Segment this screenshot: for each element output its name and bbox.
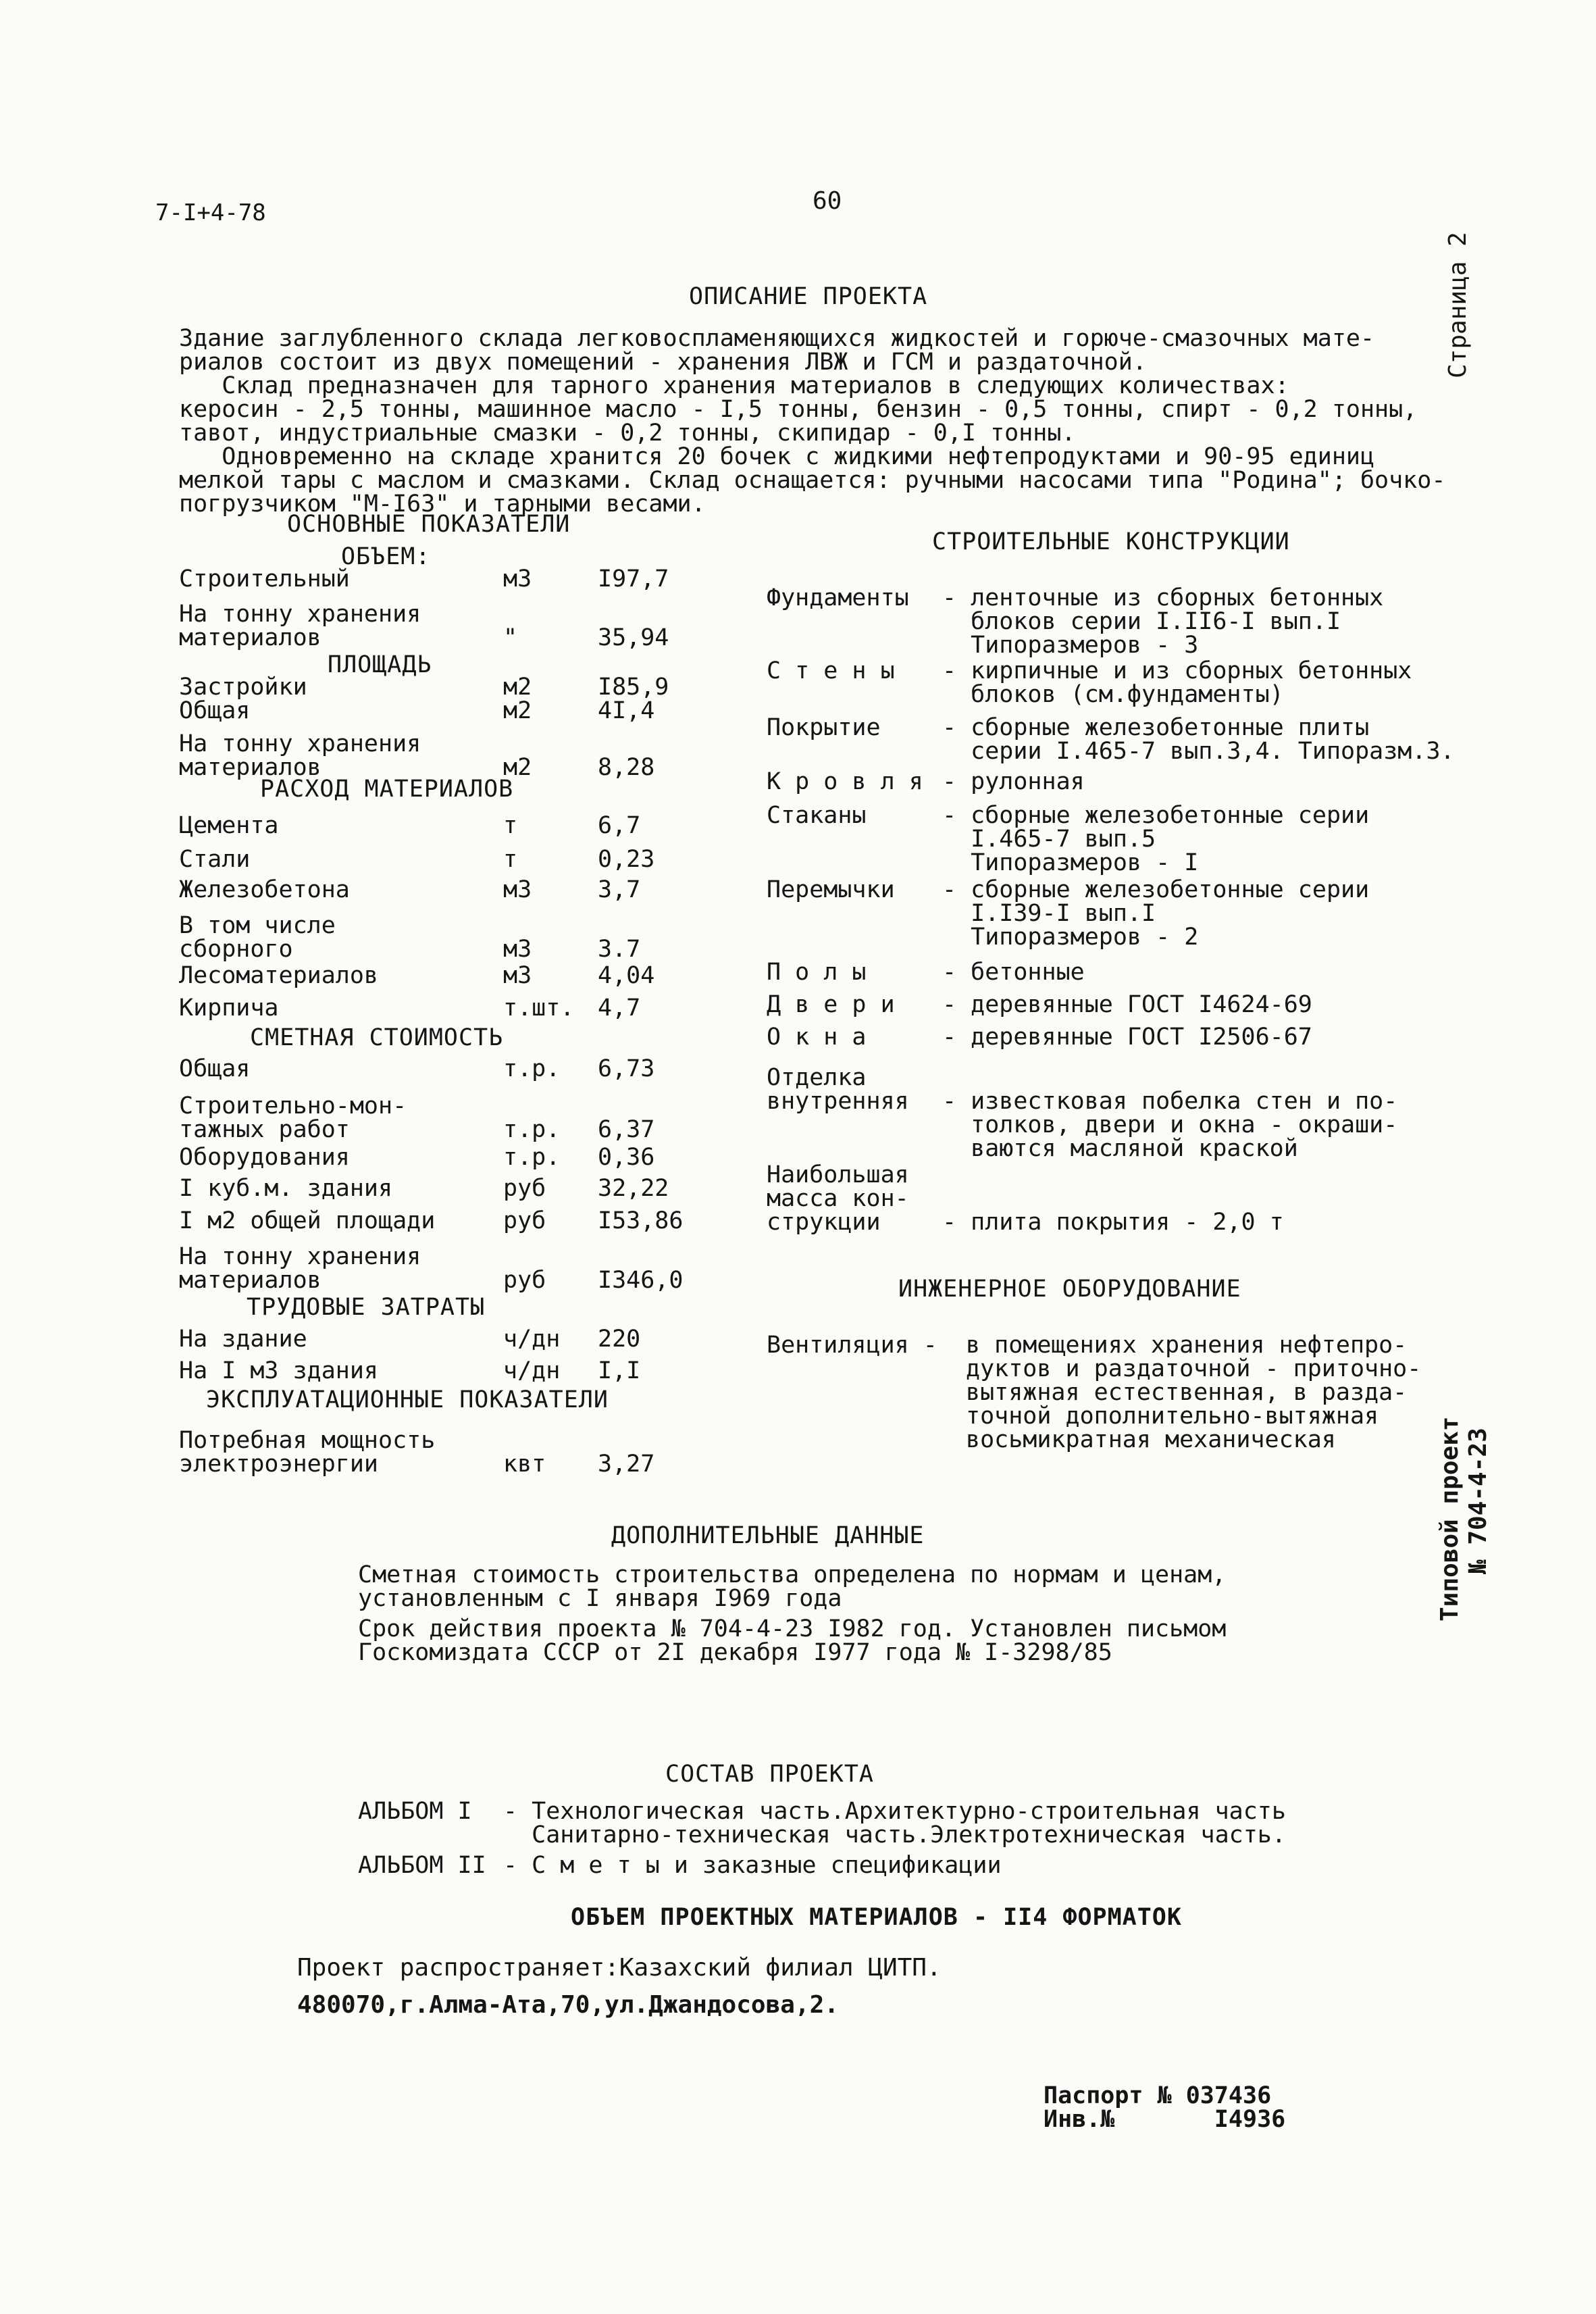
engineering-text: в помещениях хранения нефтепро- дуктов и раздаточной - приточно- вытяжная естественная, в разда- точной дополнительно-вытяжная восьмикратная механическая [966, 1332, 1422, 1453]
indicator-label: Общая [179, 1055, 251, 1082]
construction-label: П о л ы [767, 959, 867, 986]
construction-label: Фундаменты [767, 584, 909, 611]
construction-description: - известковая побелка стен и по- толков, двери и окна - окраши- ваются масляной краской [942, 1088, 1398, 1162]
construction-label: С т е н ы [767, 657, 895, 684]
indicator-label: I куб.м. здания [179, 1175, 393, 1202]
indicator-value: 6,7 [598, 812, 641, 839]
construction-label: О к н а [767, 1024, 867, 1051]
indicator-value: I97,7 [598, 565, 669, 593]
indicator-label: Лесоматериалов [179, 962, 379, 989]
description-title: ОПИСАНИЕ ПРОЕКТА [689, 283, 928, 310]
intro-line: погрузчиком "М-I63" и тарными весами. [179, 491, 706, 518]
distributor-line: Проект распространяет:Казахский филиал ЦИТП. [297, 1954, 942, 1982]
project-number-label: № 704-4-23 [1464, 1428, 1492, 1574]
indicator-value: I85,9 [598, 674, 669, 701]
engineering-label: Вентиляция - [767, 1332, 937, 1359]
operation-heading: ЭКСПЛУАТАЦИОННЫЕ ПОКАЗАТЕЛИ [206, 1386, 609, 1413]
indicator-unit: т [503, 846, 518, 873]
volume-heading: ОБЪЕМ: [341, 543, 431, 570]
additional-paragraph-1: Сметная стоимость строительства определена по нормам и ценам, установленным с I января I969 года [358, 1561, 1227, 1612]
additional-paragraph-2: Срок действия проекта № 704-4-23 I982 год. Установлен письмом Госкомиздата СССР от 2I декабря I977 года № I-3298/85 [358, 1615, 1227, 1666]
indicator-unit: " [503, 624, 518, 651]
indicators-title: ОСНОВНЫЕ ПОКАЗАТЕЛИ [287, 511, 571, 538]
indicator-label: Стали [179, 846, 251, 873]
indicator-unit: руб [503, 1207, 546, 1234]
page-number: 60 [813, 187, 842, 215]
construction-description: - деревянные ГОСТ I2506-67 [942, 1024, 1312, 1051]
indicator-value: 6,73 [598, 1055, 655, 1082]
additional-title: ДОПОЛНИТЕЛЬНЫЕ ДАННЫЕ [611, 1522, 925, 1549]
inventory-number: Инв.№ I4936 [1044, 2106, 1286, 2133]
indicator-unit: м3 [503, 962, 532, 989]
composition-title: СОСТАВ ПРОЕКТА [665, 1761, 875, 1788]
indicator-value: 3,27 [598, 1451, 655, 1478]
indicator-unit: т.р. [503, 1116, 561, 1143]
indicator-label: Застройки [179, 674, 307, 701]
construction-label: Отделка внутренняя [767, 1064, 909, 1115]
indicator-label: На тонну хранения материалов [179, 730, 421, 781]
indicator-value: 0,23 [598, 846, 655, 873]
indicator-value: 35,94 [598, 624, 669, 651]
project-label: Типовой проект [1436, 1416, 1464, 1621]
indicator-label: Общая [179, 697, 251, 724]
indicator-label: Оборудования [179, 1144, 350, 1171]
indicator-value: 4,7 [598, 995, 641, 1022]
indicator-label: Цемента [179, 812, 279, 839]
indicator-value: 32,22 [598, 1175, 669, 1202]
indicator-value: I346,0 [598, 1267, 684, 1294]
intro-line: тавот, индустриальные смазки - 0,2 тонны, скипидар - 0,I тонны. [179, 420, 1076, 447]
page-label: Страница 2 [1444, 232, 1472, 378]
area-heading: ПЛОЩАДЬ [328, 651, 432, 678]
indicator-value: 4I,4 [598, 697, 655, 724]
indicator-label: Строительный [179, 565, 350, 593]
indicator-unit: м3 [503, 565, 532, 593]
album-1-text: - Технологическая часть.Архитектурно-строительная часть Санитарно-техническая часть.Электротехническая часть. [503, 1798, 1286, 1848]
album-2-label: АЛЬБОМ II [358, 1852, 486, 1879]
intro-line: мелкой тары с маслом и смазками. Склад оснащается: ручными насосами типа "Родина"; бочко- [179, 467, 1446, 494]
indicator-unit: м2 [503, 697, 532, 724]
indicator-label: На I м3 здания [179, 1357, 379, 1384]
indicator-unit: т.р. [503, 1144, 561, 1171]
intro-line: керосин - 2,5 тонны, машинное масло - I,5 тонны, бензин - 0,5 тонны, спирт - 0,2 тонны, [179, 396, 1418, 423]
indicator-label: В том числе сборного [179, 912, 336, 963]
indicator-unit: т.шт. [503, 995, 575, 1022]
construction-description: - сборные железобетонные серии I.465-7 вып.5 Типоразмеров - I [942, 802, 1370, 876]
passport-number: Паспорт № 037436 [1044, 2082, 1272, 2109]
indicator-unit: м2 [503, 674, 532, 701]
construction-description: - деревянные ГОСТ I4624-69 [942, 991, 1312, 1018]
indicator-label: Кирпича [179, 995, 279, 1022]
indicator-unit: руб [503, 1175, 546, 1202]
indicator-label: На тонну хранения материалов [179, 1243, 421, 1294]
intro-line: Склад предназначен для тарного хранения материалов в следующих количествах: [179, 372, 1289, 399]
construction-description: - ленточные из сборных бетонных блоков серии I.II6-I вып.I Типоразмеров - 3 [942, 584, 1384, 659]
indicator-label: Потребная мощность электроэнергии [179, 1427, 436, 1478]
construction-label: Д в е р и [767, 991, 895, 1018]
indicator-value: 6,37 [598, 1116, 655, 1143]
intro-line: Одновременно на складе хранится 20 бочек с жидкими нефтепродуктами и 90-95 единиц [179, 443, 1375, 470]
construction-description: - сборные железобетонные серии I.I39-I вып.I Типоразмеров - 2 [942, 876, 1370, 951]
labor-heading: ТРУДОВЫЕ ЗАТРАТЫ [247, 1294, 486, 1321]
construction-description: - кирпичные и из сборных бетонных блоков (см.фундаменты) [942, 657, 1412, 708]
indicator-value: 3.7 [598, 936, 641, 963]
construction-description: - сборные железобетонные плиты серии I.465-7 вып.3,4. Типоразм.3. [942, 714, 1455, 765]
album-1-label: АЛЬБОМ I [358, 1798, 472, 1825]
indicator-unit: м2 [503, 754, 532, 781]
indicator-label: На тонну хранения материалов [179, 601, 421, 651]
album-2-text: - С м е т ы и заказные спецификации [503, 1852, 1002, 1879]
indicator-value: I,I [598, 1357, 641, 1384]
indicator-value: 3,7 [598, 876, 641, 903]
indicator-unit: т.р. [503, 1055, 561, 1082]
construction-label: Покрытие [767, 714, 881, 741]
indicator-value: 220 [598, 1326, 641, 1353]
construction-label: К р о в л я [767, 768, 923, 795]
indicator-unit: руб [503, 1267, 546, 1294]
materials-heading: РАСХОД МАТЕРИАЛОВ [260, 776, 514, 803]
engineering-title: ИНЖЕНЕРНОЕ ОБОРУДОВАНИЕ [898, 1276, 1241, 1303]
indicator-unit: м3 [503, 936, 532, 963]
cost-heading: СМЕТНАЯ СТОИМОСТЬ [250, 1024, 504, 1051]
intro-line: риалов состоит из двух помещений - хранения ЛВЖ и ГСМ и раздаточной. [179, 349, 1147, 376]
indicator-value: 4,04 [598, 962, 655, 989]
construction-label: Перемычки [767, 876, 895, 903]
materials-volume: ОБЪЕМ ПРОЕКТНЫХ МАТЕРИАЛОВ - II4 ФОРМАТОК [571, 1904, 1182, 1931]
indicator-label: I м2 общей площади [179, 1207, 436, 1234]
indicator-unit: квт [503, 1451, 546, 1478]
document-code: 7-I+4-78 [155, 199, 266, 226]
indicator-unit: ч/дн [503, 1357, 561, 1384]
construction-description: - плита покрытия - 2,0 т [942, 1209, 1284, 1236]
construction-label: Наибольшая масса кон- струкции [767, 1161, 909, 1236]
indicator-label: Железобетона [179, 876, 350, 903]
construction-description: - бетонные [942, 959, 1085, 986]
constructions-title: СТРОИТЕЛЬНЫЕ КОНСТРУКЦИИ [932, 528, 1290, 555]
indicator-value: I53,86 [598, 1207, 684, 1234]
indicator-unit: т [503, 812, 518, 839]
indicator-value: 8,28 [598, 754, 655, 781]
intro-paragraph [179, 327, 1445, 516]
indicator-unit: м3 [503, 876, 532, 903]
indicator-unit: ч/дн [503, 1326, 561, 1353]
construction-description: - рулонная [942, 768, 1085, 795]
indicator-label: На здание [179, 1326, 307, 1353]
indicator-value: 0,36 [598, 1144, 655, 1171]
intro-line: Здание заглубленного склада легковоспламеняющихся жидкостей и горюче-смазочных мате- [179, 325, 1375, 352]
indicator-label: Строительно-мон- тажных работ [179, 1092, 407, 1143]
construction-label: Стаканы [767, 802, 867, 829]
distributor-address: 480070,г.Алма-Ата,70,ул.Джандосова,2. [297, 1991, 839, 2019]
